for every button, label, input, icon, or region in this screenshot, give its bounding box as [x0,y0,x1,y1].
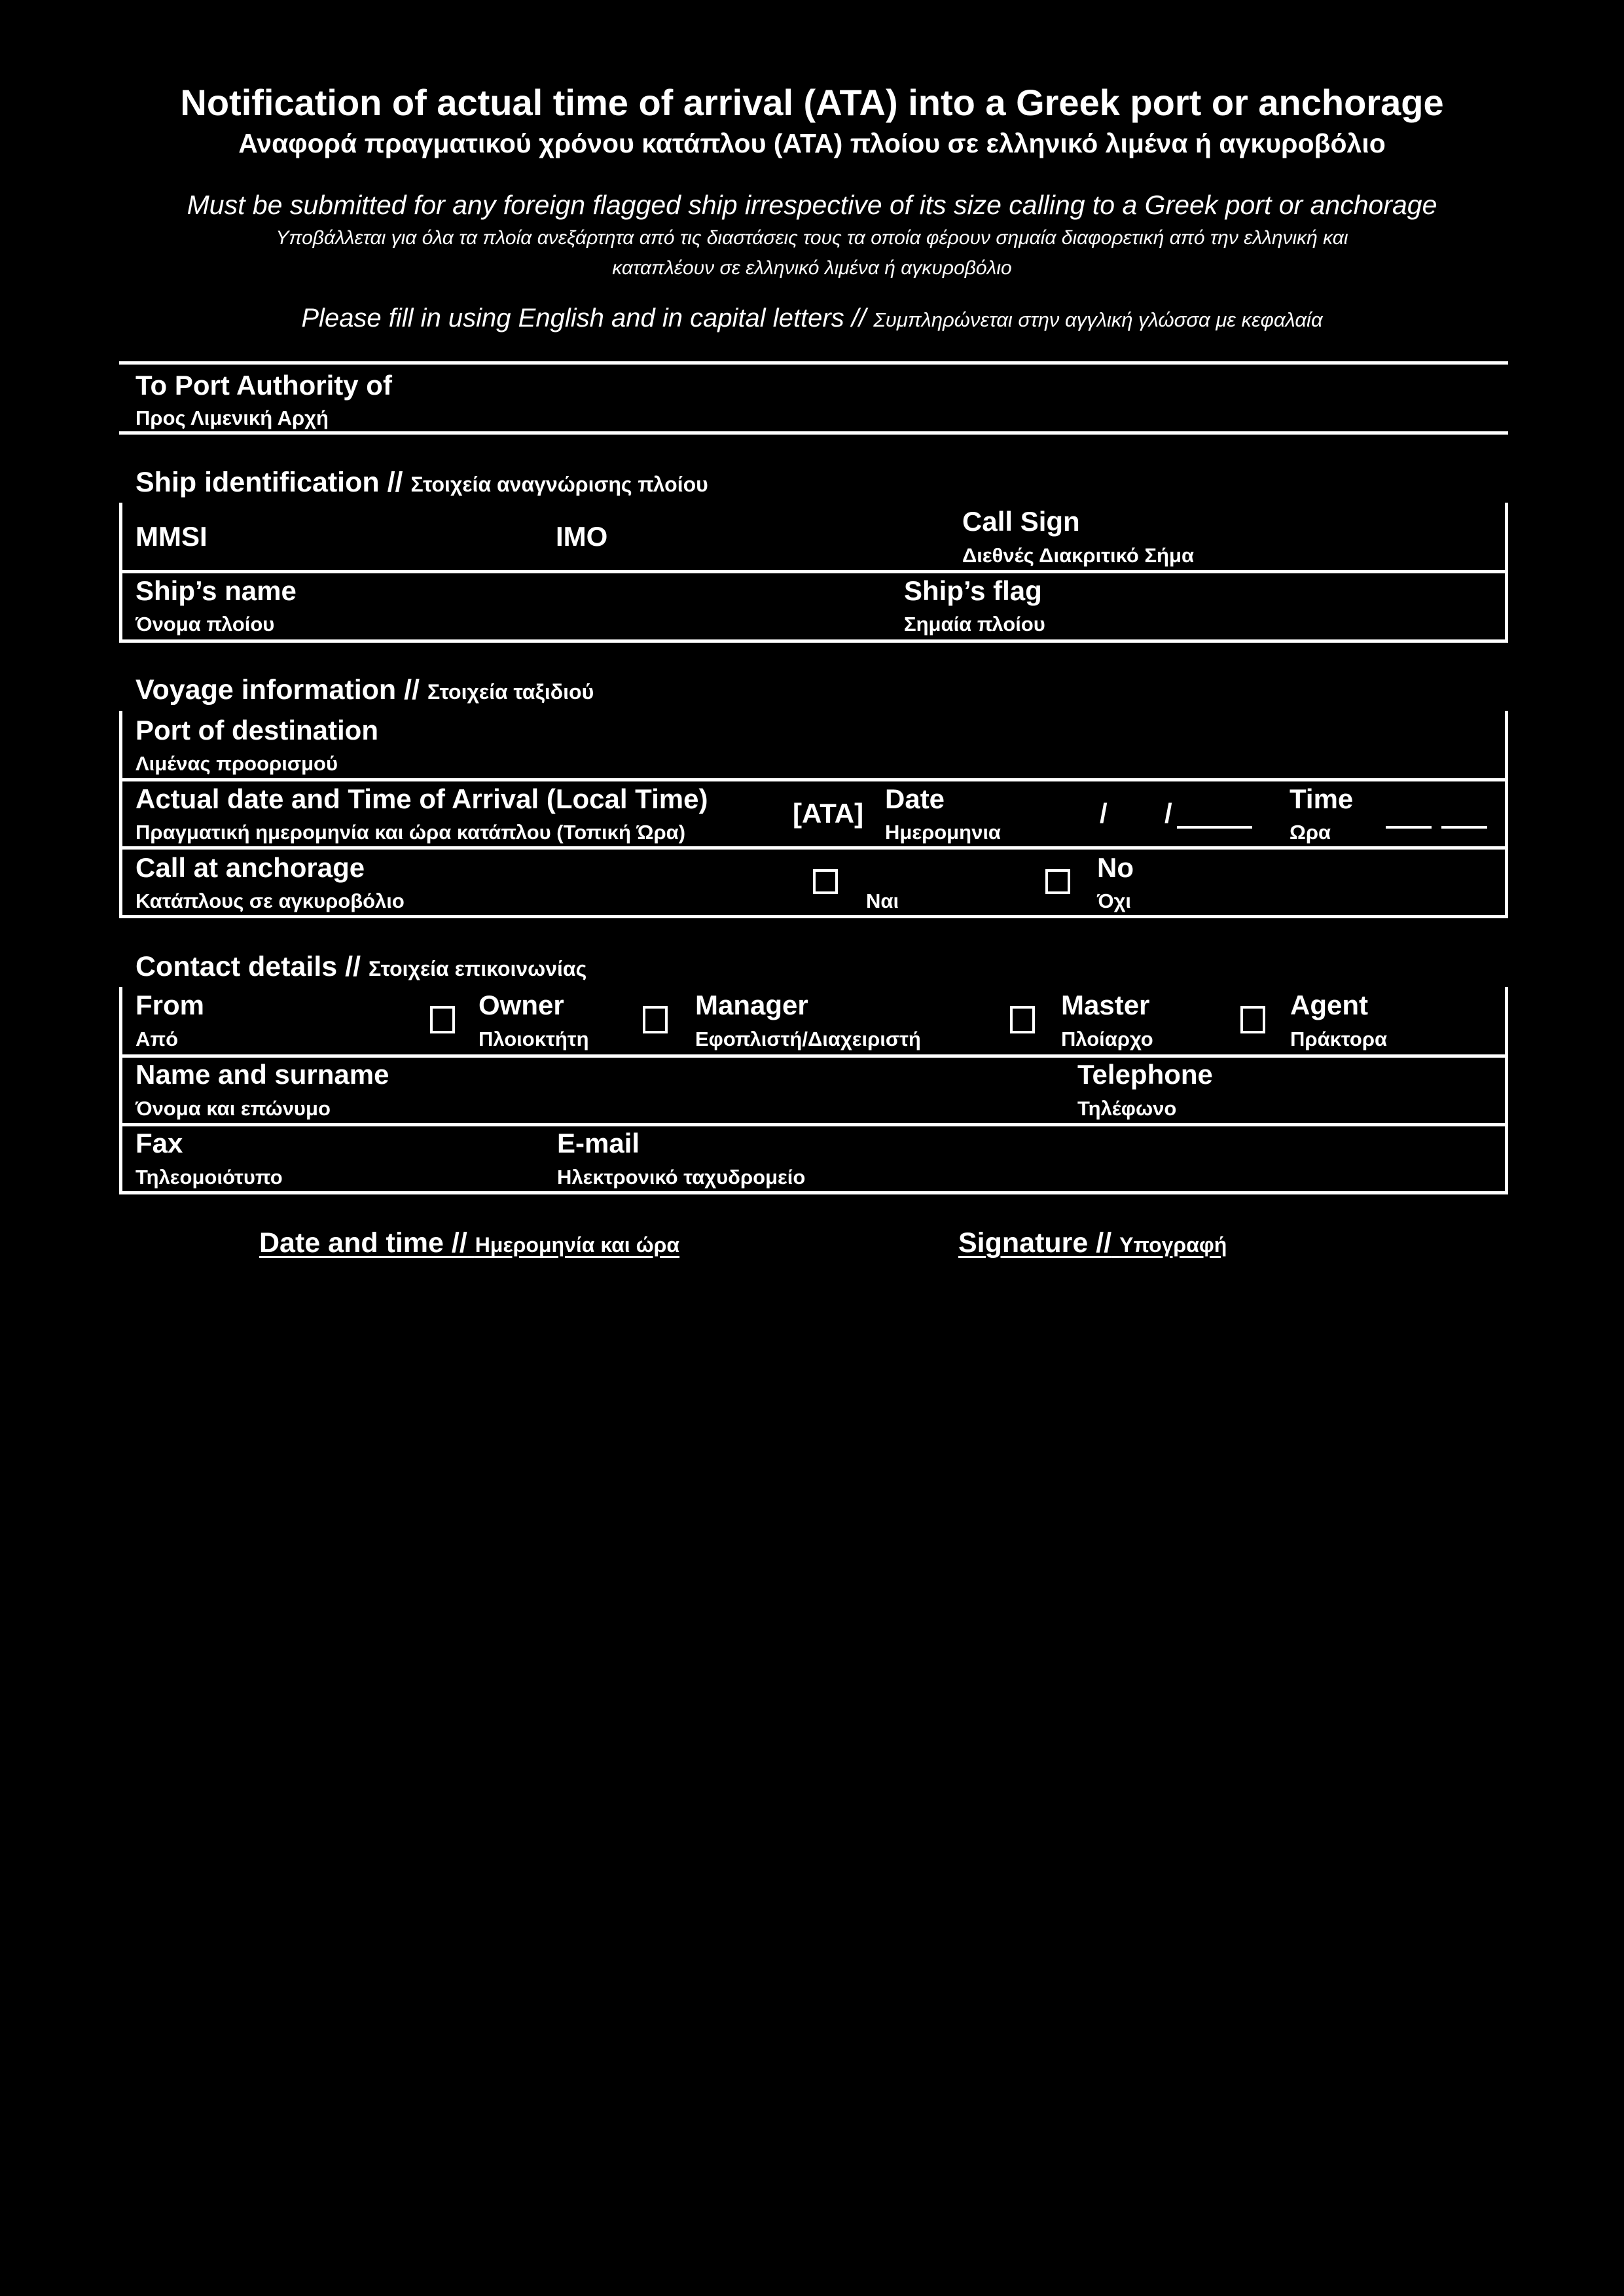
date-separator-1: / [1100,798,1108,829]
table-border-right [1505,711,1508,918]
table-row-divider [119,778,1508,781]
email-label-greek: Ηλεκτρονικό ταχυδρομείο [557,1166,806,1189]
anchorage-yes-label: Ναι [866,889,899,912]
anchorage-no-label: No [1097,852,1134,883]
table-border-bottom [119,639,1508,643]
voyage-heading-gr: Στοιχεία ταξιδιού [427,680,594,704]
date-year-input-line[interactable] [1177,826,1252,829]
date-label-greek: Ημερομηνια [885,821,1001,844]
name-surname-label-greek: Όνομα και επώνυμο [135,1097,331,1120]
from-label: From [135,990,204,1020]
submission-notice-greek-2: καταπλέουν σε ελληνικό λιμένα ή αγκυροβόλιο [612,257,1012,279]
imo-field[interactable]: IMO [556,521,608,552]
manager-label: Manager [695,990,808,1020]
email-field[interactable]: E-mail [557,1128,640,1158]
owner-label: Owner [478,990,564,1020]
anchorage-no-label-greek: Όχι [1097,889,1132,912]
port-authority-label-greek: Προς Λιμενική Αρχή [135,406,329,429]
table-row-divider [119,1054,1508,1058]
call-at-anchorage-label: Call at anchorage [135,852,365,883]
table-border-bottom [119,1191,1508,1194]
voyage-information-heading [135,676,594,704]
table-row-divider [119,1123,1508,1126]
table-row-divider [119,570,1508,573]
submission-notice: Must be submitted for any foreign flagged ship irrespective of its size calling to a Greek port or anchorage [187,190,1437,220]
ship-name-label-greek: Όνομα πλοίου [135,613,275,636]
submission-notice-greek-1: Υποβάλλεται για όλα τα πλοία ανεξάρτητα από τις διαστάσεις τους τα οποία φέρουν σημαία διαφορετική από την ελληνική και [276,227,1348,249]
telephone-field[interactable]: Telephone [1077,1059,1213,1090]
form-title: Notification of actual time of arrival (ATA) into a Greek port or anchorage [180,82,1444,123]
signature-field[interactable] [958,1229,1227,1257]
fax-field[interactable]: Fax [135,1128,183,1158]
date-and-time-field[interactable] [259,1229,679,1257]
signature-label-greek: Υπογραφή [1119,1233,1227,1257]
from-label-greek: Από [135,1028,179,1050]
fill-instruction [0,304,1624,333]
fill-instruction-en: Please fill in using English and in capital letters // [301,304,867,332]
call-at-anchorage-label-greek: Κατάπλους σε αγκυροβόλιο [135,889,405,912]
signature-label: Signature // [958,1227,1112,1259]
mmsi-field[interactable]: MMSI [135,521,208,552]
table-border-right [1505,987,1508,1194]
agent-checkbox[interactable] [1240,1006,1265,1033]
anchorage-no-checkbox[interactable] [1045,869,1070,894]
date-and-time-label-greek: Ημερομηνία και ώρα [475,1233,680,1257]
time-label-greek: Ωρα [1290,821,1331,844]
ata-label: [ATA] [793,798,864,829]
time-hours-input-line[interactable] [1386,826,1432,829]
date-and-time-label: Date and time // [259,1227,467,1259]
ship-identification-heading-gr: Στοιχεία αναγνώρισης πλοίου [410,473,708,496]
agent-label: Agent [1290,990,1368,1020]
fax-label-greek: Τηλεομοιότυπο [135,1166,283,1189]
ship-flag-field[interactable]: Ship’s flag [904,575,1042,606]
master-label-greek: Πλοίαρχο [1061,1028,1153,1050]
actual-arrival-label-greek: Πραγματική ημερομηνία και ώρα κατάπλου (Τοπική Ώρα) [135,821,686,844]
manager-label-greek: Εφοπλιστή/Διαχειριστή [695,1028,921,1050]
port-of-destination-field[interactable]: Port of destination [135,715,378,745]
contact-details-heading [135,953,586,981]
date-label: Date [885,783,945,814]
ship-flag-label-greek: Σημαία πλοίου [904,613,1045,636]
table-border-left [119,711,122,918]
fill-instruction-gr: Συμπληρώνεται στην αγγλική γλώσσα με κεφαλαία [873,308,1323,331]
call-sign-field[interactable]: Call Sign [962,506,1080,537]
contact-heading-gr: Στοιχεία επικοινωνίας [369,957,587,980]
manager-checkbox[interactable] [643,1006,668,1033]
call-sign-label-greek: Διεθνές Διακριτικό Σήμα [962,544,1195,567]
name-surname-field[interactable]: Name and surname [135,1059,389,1090]
anchorage-yes-checkbox[interactable] [813,869,838,894]
ship-identification-heading [135,469,708,497]
port-authority-top-rule [119,361,1508,365]
table-border-left [119,987,122,1194]
ship-name-field[interactable]: Ship’s name [135,575,297,606]
contact-heading-en: Contact details // [135,951,361,982]
table-row-divider [119,846,1508,850]
port-authority-label[interactable]: To Port Authority of [135,370,392,401]
form-title-greek: Αναφορά πραγματικού χρόνου κατάπλου (ATA) πλοίου σε ελληνικό λιμένα ή αγκυροβόλιο [238,128,1386,158]
port-authority-bottom-rule [119,431,1508,435]
telephone-label-greek: Τηλέφωνο [1077,1097,1177,1120]
voyage-heading-en: Voyage information // [135,674,420,706]
time-minutes-input-line[interactable] [1441,826,1487,829]
actual-arrival-label: Actual date and Time of Arrival (Local Time) [135,783,708,814]
time-label: Time [1290,783,1354,814]
owner-checkbox[interactable] [430,1006,455,1033]
ship-identification-heading-en: Ship identification // [135,467,403,498]
date-separator-2: / [1164,798,1172,829]
port-of-destination-label-greek: Λιμένας προορισμού [135,752,338,775]
master-label: Master [1061,990,1150,1020]
agent-label-greek: Πράκτορα [1290,1028,1388,1050]
owner-label-greek: Πλοιοκτήτη [478,1028,589,1050]
master-checkbox[interactable] [1010,1006,1035,1033]
table-border-bottom [119,915,1508,918]
